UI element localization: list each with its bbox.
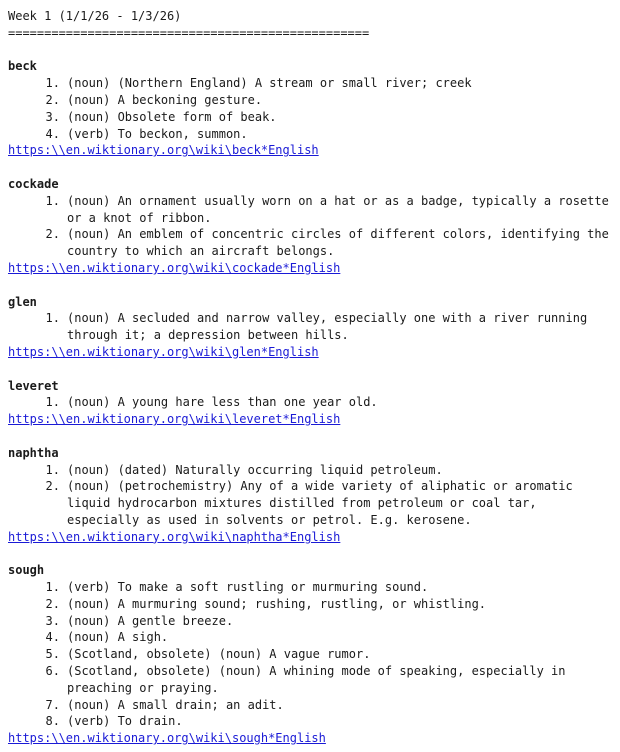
entry-beck bbox=[8, 58, 620, 159]
definition-text: (noun) (petrochemistry) Any of a wide variety of aliphatic or aromatic liquid hydrocarbon mixtures distilled from petroleum or coal tar, especially as used in solvents or petrol. E.g. kerosene. bbox=[67, 479, 573, 527]
definition-item bbox=[8, 109, 620, 126]
definition-text: (Scotland, obsolete) (noun) A whining mode of speaking, especially in preaching or praying. bbox=[67, 664, 566, 695]
entry-sough bbox=[8, 562, 620, 747]
definition-number: 1. bbox=[45, 311, 60, 326]
entry-word: sough bbox=[8, 563, 45, 578]
definition-item bbox=[8, 713, 620, 730]
definition-number: 1. bbox=[45, 193, 60, 208]
definition-item bbox=[8, 613, 620, 630]
entry-list bbox=[8, 58, 620, 747]
definition-number: 1. bbox=[45, 395, 60, 410]
definition-item bbox=[8, 629, 620, 646]
definition-list bbox=[8, 193, 620, 260]
entry-link-line bbox=[8, 730, 620, 747]
wiktionary-link[interactable]: https:\\en.wiktionary.org\wiki\sough*English bbox=[8, 731, 326, 746]
definition-text: (noun) A small drain; an adit. bbox=[67, 697, 284, 712]
wiktionary-link[interactable]: https:\\en.wiktionary.org\wiki\cockade*English bbox=[8, 260, 341, 275]
definition-item bbox=[8, 92, 620, 109]
entry-word: beck bbox=[8, 59, 37, 74]
definition-number: 2. bbox=[45, 227, 60, 242]
definition-item bbox=[8, 462, 620, 479]
definition-number: 4. bbox=[45, 630, 60, 645]
definition-number: 2. bbox=[45, 92, 60, 107]
wiktionary-link[interactable]: https:\\en.wiktionary.org\wiki\glen*English bbox=[8, 344, 319, 359]
entry-link-line bbox=[8, 529, 620, 546]
entry-cockade bbox=[8, 176, 620, 277]
wiktionary-link[interactable]: https:\\en.wiktionary.org\wiki\naphtha*English bbox=[8, 529, 341, 544]
definition-list bbox=[8, 75, 620, 142]
definition-number: 2. bbox=[45, 596, 60, 611]
definition-number: 3. bbox=[45, 613, 60, 628]
definition-item bbox=[8, 310, 620, 344]
wiktionary-link[interactable]: https:\\en.wiktionary.org\wiki\beck*English bbox=[8, 143, 319, 158]
definition-text: (Scotland, obsolete) (noun) A vague rumor. bbox=[67, 647, 371, 662]
definition-item bbox=[8, 126, 620, 143]
definition-text: (noun) An emblem of concentric circles of different colors, identifying the country to which an aircraft belongs. bbox=[67, 227, 609, 259]
entry-glen bbox=[8, 294, 620, 361]
entry-naphtha bbox=[8, 445, 620, 546]
definition-list bbox=[8, 462, 620, 529]
definition-item bbox=[8, 193, 620, 227]
definition-number: 6. bbox=[45, 664, 60, 679]
definition-item bbox=[8, 394, 620, 411]
definition-text: (noun) A beckoning gesture. bbox=[67, 92, 263, 107]
definition-text: (noun) (Northern England) A stream or small river; creek bbox=[67, 76, 472, 91]
definition-text: (verb) To make a soft rustling or murmuring sound. bbox=[67, 580, 429, 595]
definition-item bbox=[8, 226, 620, 260]
entry-link-line bbox=[8, 142, 620, 159]
definition-number: 1. bbox=[45, 580, 60, 595]
definition-number: 2. bbox=[45, 479, 60, 494]
definition-number: 4. bbox=[45, 126, 60, 141]
page-title: Week 1 (1/1/26 - 1/3/26) bbox=[8, 9, 182, 23]
entry-link-line bbox=[8, 344, 620, 361]
definition-item bbox=[8, 663, 620, 697]
entry-word: naphtha bbox=[8, 445, 59, 460]
definition-text: (verb) To drain. bbox=[67, 714, 183, 729]
definition-text: (noun) A secluded and narrow valley, especially one with a river running through it; a depression between hills. bbox=[67, 311, 588, 343]
definition-number: 8. bbox=[45, 714, 60, 729]
definition-list bbox=[8, 394, 620, 411]
entry-word: glen bbox=[8, 294, 37, 309]
entry-word: cockade bbox=[8, 176, 59, 191]
definition-item bbox=[8, 646, 620, 663]
definition-item bbox=[8, 75, 620, 92]
definition-number: 7. bbox=[45, 697, 60, 712]
definition-text: (noun) A sigh. bbox=[67, 630, 169, 645]
definition-number: 1. bbox=[45, 462, 60, 477]
definition-item bbox=[8, 596, 620, 613]
definition-number: 1. bbox=[45, 76, 60, 91]
definition-list bbox=[8, 579, 620, 730]
wiktionary-link[interactable]: https:\\en.wiktionary.org\wiki\leveret*English bbox=[8, 412, 341, 427]
definition-item bbox=[8, 697, 620, 714]
entry-word: leveret bbox=[8, 378, 59, 393]
entry-leveret bbox=[8, 378, 620, 428]
definition-text: (noun) A gentle breeze. bbox=[67, 613, 234, 628]
definition-list bbox=[8, 310, 620, 344]
definition-text: (noun) A young hare less than one year old. bbox=[67, 395, 378, 410]
entry-link-line bbox=[8, 260, 620, 277]
definition-text: (noun) A murmuring sound; rushing, rustling, or whistling. bbox=[67, 596, 487, 611]
definition-text: (noun) (dated) Naturally occurring liquid petroleum. bbox=[67, 462, 443, 477]
definition-text: (noun) An ornament usually worn on a hat or as a badge, typically a rosette or a knot of ribbon. bbox=[67, 193, 609, 225]
entry-link-line bbox=[8, 411, 620, 428]
title-underline: ================================================== bbox=[8, 25, 370, 40]
definition-text: (noun) Obsolete form of beak. bbox=[67, 109, 277, 124]
definition-text: (verb) To beckon, summon. bbox=[67, 126, 248, 141]
definition-number: 3. bbox=[45, 109, 60, 124]
definition-number: 5. bbox=[45, 647, 60, 662]
definition-item bbox=[8, 579, 620, 596]
definition-item bbox=[8, 478, 620, 528]
